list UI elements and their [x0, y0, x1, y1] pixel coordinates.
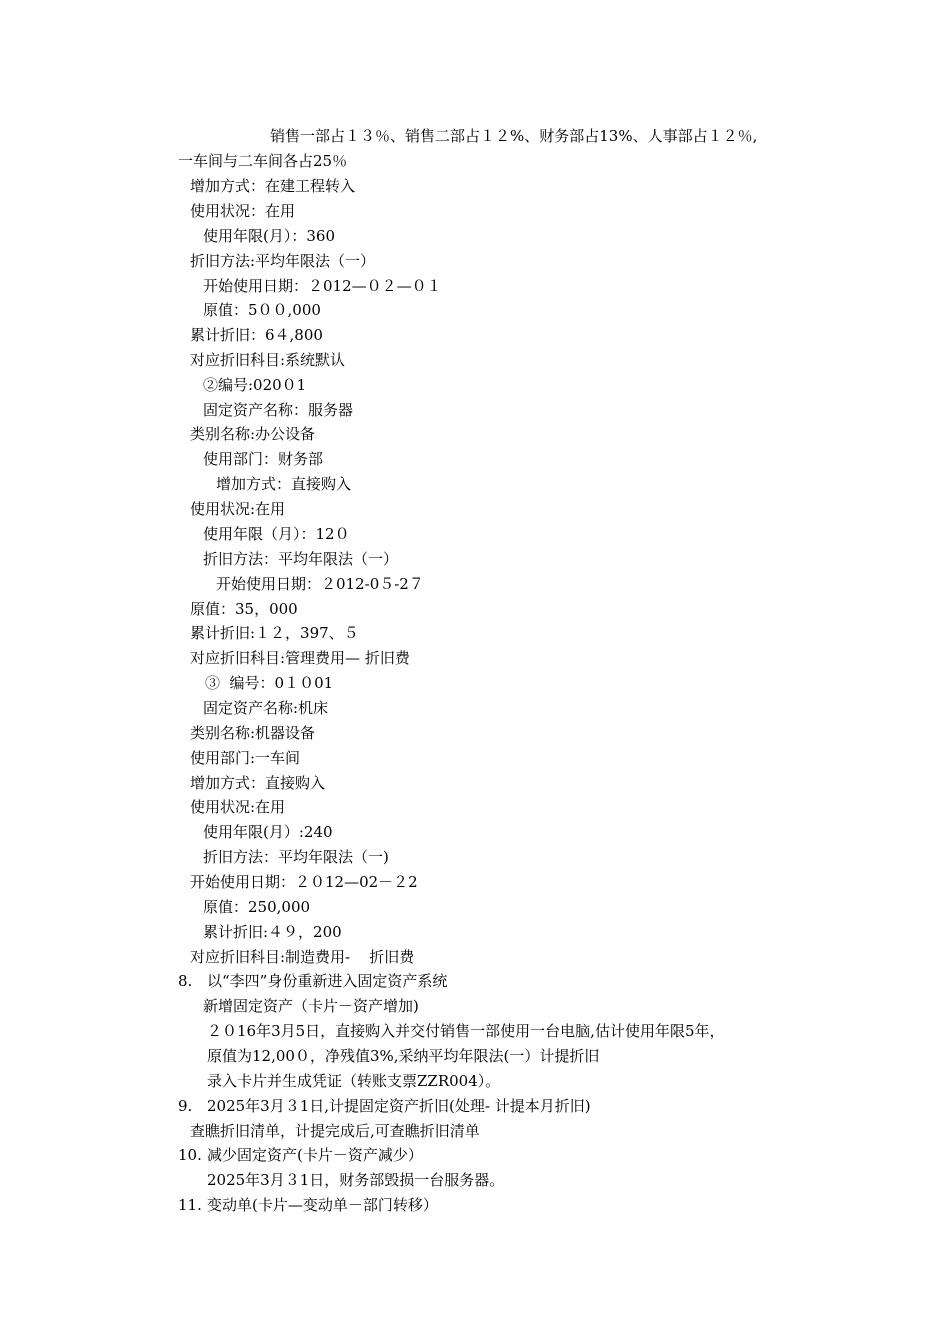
- use-status-3: 使用状况:在用: [190, 798, 286, 816]
- item-9-title: 2025年3月３1日,计提固定资产折旧(处理- 计提本月折旧): [207, 1097, 591, 1115]
- asset-name-2: 固定资产名称：服务器: [203, 401, 354, 419]
- use-life-2: 使用年限（月）：12０: [203, 525, 350, 543]
- original-value-2: 原值：35，000: [190, 600, 298, 618]
- dep-method-3: 折旧方法：平均年限法（一): [203, 848, 389, 866]
- asset-number-3: ③ 编号：0１０01: [205, 674, 334, 692]
- item-8-title: 以“李四”身份重新进入固定资产系统: [207, 972, 448, 990]
- dept-2: 使用部门：财务部: [203, 450, 324, 468]
- category-2: 类别名称:办公设备: [190, 425, 316, 443]
- original-value-1: 原值：5００,000: [203, 301, 321, 319]
- item-11-title: 变动单(卡片—变动单－部门转移）: [207, 1196, 438, 1214]
- use-status-1: 使用状况：在用: [190, 202, 296, 220]
- item-8-line-3: 原值为12,00０，净残值3%,采纳平均年限法(一）计提折旧: [207, 1047, 600, 1065]
- item-8-line-1: 新增固定资产（卡片－资产增加): [203, 997, 419, 1015]
- item-10-title: 减少固定资产(卡片－资产减少）: [207, 1146, 423, 1164]
- add-method-1: 增加方式：在建工程转入: [190, 177, 356, 195]
- category-3: 类别名称:机器设备: [190, 724, 316, 742]
- use-life-3: 使用年限(月）:240: [203, 823, 333, 841]
- asset-number-2: ②编号:020０1: [203, 376, 307, 394]
- item-9-number: 9.: [178, 1097, 193, 1115]
- dep-account-1: 对应折旧科目:系统默认: [190, 351, 346, 369]
- use-status-2: 使用状况:在用: [190, 500, 286, 518]
- dep-method-1: 折旧方法:平均年限法（一）: [190, 252, 376, 270]
- dept-share-line-1: 销售一部占１３％、销售二部占１２%、财务部占13%、人事部占１２％,: [270, 127, 758, 145]
- acc-dep-2: 累计折旧:１２，397、５: [190, 624, 359, 642]
- item-11-number: 11.: [178, 1196, 202, 1214]
- item-8-line-2: ２０16年3月5日，直接购入并交付销售一部使用一台电脑,估计使用年限5年，: [207, 1022, 725, 1040]
- dept-3: 使用部门:一车间: [190, 749, 301, 767]
- start-date-1: 开始使用日期：２012—０２—０１: [203, 277, 442, 295]
- start-date-2: 开始使用日期：２012-0５-2７: [216, 575, 424, 593]
- dept-share-line-2: 一车间与二车间各占25％: [178, 152, 348, 170]
- item-8-line-4: 录入卡片并生成凭证（转账支票ZZR004）。: [207, 1072, 501, 1090]
- dep-method-2: 折旧方法：平均年限法（一）: [203, 550, 399, 568]
- item-9-line-1: 查瞧折旧清单，计提完成后,可查瞧折旧清单: [190, 1122, 480, 1140]
- item-8-number: 8.: [178, 972, 193, 990]
- add-method-3: 增加方式：直接购入: [190, 774, 326, 792]
- use-life-1: 使用年限(月）：360: [203, 227, 335, 245]
- item-10-line-1: 2025年3月３1日，财务部毁损一台服务器。: [207, 1171, 505, 1189]
- dep-account-3: 对应折旧科目:制造费用- 折旧费: [190, 948, 415, 966]
- start-date-3: 开始使用日期：２０12—02－２2: [190, 873, 418, 891]
- acc-dep-3: 累计折旧:４９，200: [203, 923, 342, 941]
- item-10-number: 10.: [178, 1146, 202, 1164]
- acc-dep-1: 累计折旧：6４,800: [190, 326, 323, 344]
- dep-account-2: 对应折旧科目:管理费用— 折旧费: [190, 649, 410, 667]
- add-method-2: 增加方式：直接购入: [216, 475, 352, 493]
- asset-name-3: 固定资产名称:机床: [203, 699, 329, 717]
- original-value-3: 原值：250,000: [203, 898, 311, 916]
